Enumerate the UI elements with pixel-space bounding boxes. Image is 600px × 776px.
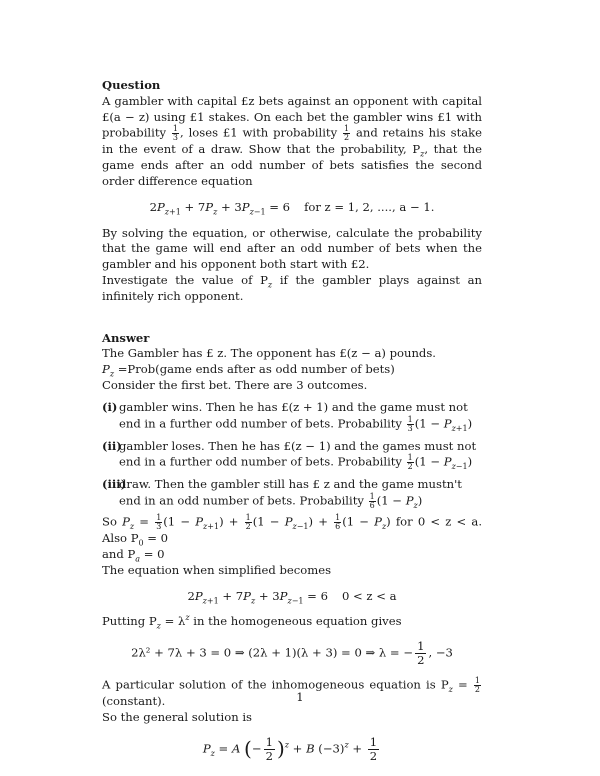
general-line: So the general solution is <box>102 709 252 724</box>
question-paragraph-2: By solving the equation, or otherwise, calculate the probability that the game will end after an odd number of bets when the gambler and his opponent both start with £2. <box>102 225 482 272</box>
equation-simplified: $2P_{z+1} + 7P_z + 3P_{z-1} = 6$ 0 < z < a <box>187 588 397 605</box>
fraction-one-half: $\frac{1}{2}$ <box>344 124 350 143</box>
putting-line: Putting $P_z = \lambda^z$ in the homogeneous equation gives <box>102 613 402 631</box>
equation-characteristic: 2λ² + 7λ + 3 = 0 ⇒ (2λ + 1)(λ + 3) = 0 ⇒ λ = − $\frac{1}{2}$ , −3 <box>131 639 453 668</box>
list-item: (ii) gambler loses. Then he has £(z − 1) and the games must not end in a further odd number of bets. Probability $\frac{1}{2}$ $(1 - P_{z-1})$ <box>102 438 477 472</box>
answer-line-1: The Gambler has £ z. The opponent has £(z − a) pounds. <box>102 346 436 361</box>
answer-line-3: Consider the first bet. There are 3 outcomes. <box>102 377 368 392</box>
simplified-line: The equation when simplified becomes <box>102 562 332 577</box>
page-number: 1 <box>296 690 304 704</box>
list-item: (i) gambler wins. Then he has £(z + 1) and the game must not end in a further odd number of bets. Probability $\frac{1}{3}$ $(1 - P_{z+1})$ <box>102 399 473 433</box>
answer-heading: Answer <box>102 330 150 345</box>
so-line: So $P_z$ = $\frac{1}{3}$ $(1 - P_{z+1})$ + $\frac{1}{2}$ $(1 - P_{z-1})$ + $\frac{1}{6}$ $(1 - P_z)$ for 0 < z < a. Also $P_0 = 0$ <box>102 513 483 548</box>
question-paragraph-3: Investigate the value of $P_z$ if the gambler plays against an infinitely rich opponent. <box>102 272 482 303</box>
equation-difference: $2P_{z+1} + 7P_z + 3P_{z-1} = 6$ for z = 1, 2, ...., a − 1. <box>149 199 435 217</box>
answer-line-2: $P_z$ =Prob(game ends after as odd number of bets) <box>102 362 395 379</box>
fraction-one-third: $\frac{1}{3}$ <box>172 124 179 143</box>
document-page <box>102 78 482 773</box>
equation-general-solution: $P_z = A$ (− $\frac{1}{2}$ )$^z$ + B $(-3)^z$ + $\frac{1}{2}$ <box>202 734 378 763</box>
question-heading: Question <box>102 78 161 92</box>
particular-line: A particular solution of the inhomogeneous equation is $P_z$ = $\frac{1}{2}$ (constant). <box>102 676 481 709</box>
boundary-line: and $P_a = 0$ <box>102 546 165 564</box>
question-paragraph-1: A gambler with capital £z bets against an opponent with capital £(a − z) using £1 stakes. On each bet the gambler wins £1 with probability $\frac{1}{3}$ , loses £1 with probability $\frac{1}{2}$ and retains his stake in the event of a draw. Show that the probability, $P_z$, that the game ends after an odd number of bets satisfies the second order difference equation <box>102 93 483 188</box>
list-item: (iii) draw. Then the gambler still has £ z and the game mustn't end in an odd number of bets. Probability $\frac{1}{6}$ $(1 - P_z)$ <box>102 477 462 511</box>
